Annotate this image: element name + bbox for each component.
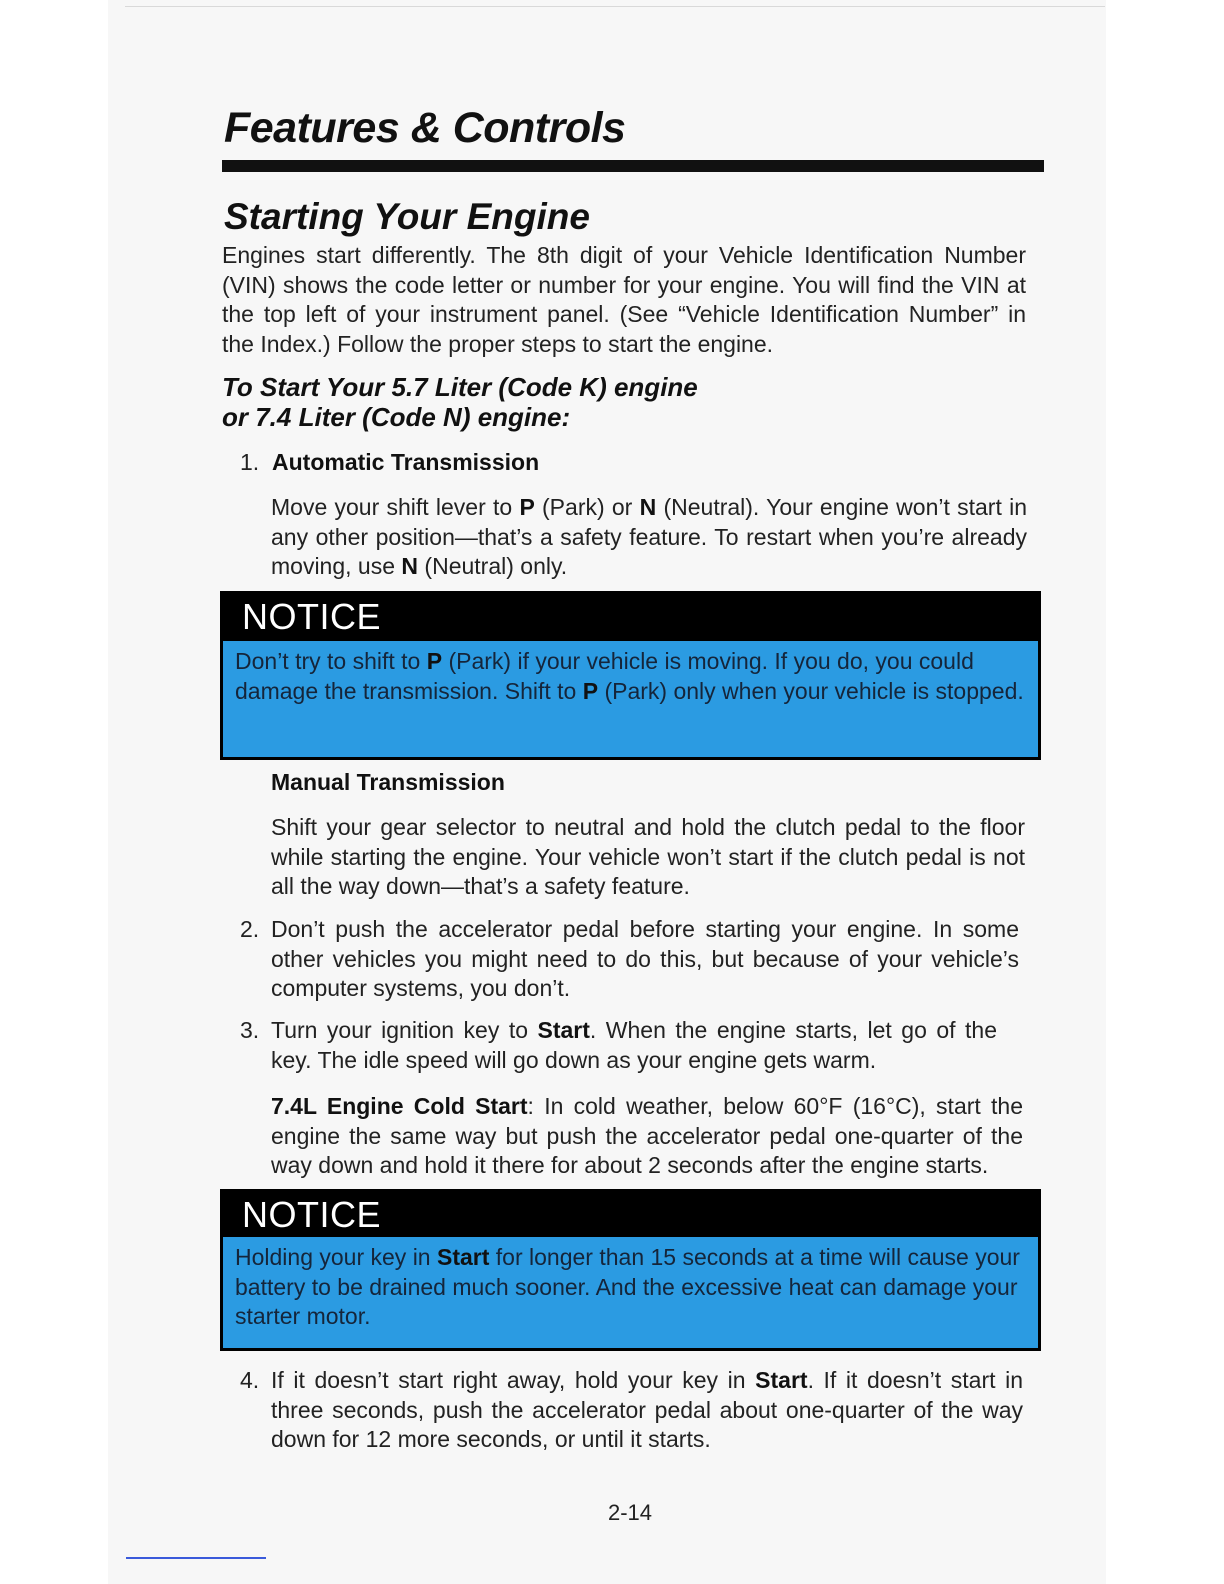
notice-label: NOTICE	[242, 1194, 382, 1235]
step-4-text: If it doesn’t start right away, hold your key in Start. If it doesn’t start in three seconds, push the accelerator pedal about one-quarter of the way down for 12 more seconds, or until it starts.	[271, 1367, 1023, 1452]
notice-label: NOTICE	[242, 596, 382, 637]
notice-body: Don’t try to shift to P (Park) if your vehicle is moving. If you do, you could damage the transmission. Shift to P (Park) only when your vehicle is stopped.	[223, 641, 1038, 757]
title-rule	[222, 160, 1044, 172]
step-2-text: Don’t push the accelerator pedal before starting your engine. In some other vehicles you might need to do this, but because of your vehicle’s computer systems, you don’t.	[271, 916, 1019, 1001]
manual-transmission-heading: Manual Transmission	[271, 769, 505, 795]
notice-box-transmission	[220, 591, 1041, 760]
manual-transmission-text: Shift your gear selector to neutral and hold the clutch pedal to the floor while starting the engine. Your vehicle won’t start if the clutch pedal is not all the way down—that’s a safety feature.	[271, 814, 1025, 899]
step-1-number: 1.	[240, 449, 260, 475]
cold-start-text: 7.4L Engine Cold Start: In cold weather, below 60°F (16°C), start the engine the same way but push the accelerator pedal one-quarter of the way down and hold it there for about 2 seconds after the engine starts.	[271, 1093, 1024, 1178]
notice-box-starter	[220, 1189, 1041, 1351]
step-3-number: 3.	[240, 1017, 260, 1043]
intro-paragraph: Engines start differently. The 8th digit of your Vehicle Identification Number (VIN) shows the code letter or number for your engine. You will find the VIN at the top left of your instrument panel. (See “Vehicle Identification Number” in the Index.) Follow the proper steps to start the engine.	[222, 242, 1026, 357]
step-2-number: 2.	[240, 916, 260, 942]
notice-body: Holding your key in Start for longer than 15 seconds at a time will cause your battery to be drained much sooner. And the excessive heat can damage your starter motor.	[223, 1237, 1038, 1348]
step-3-text: Turn your ignition key to Start. When the engine starts, let go of the key. The idle speed will go down as your engine gets warm.	[271, 1017, 997, 1073]
step-4-number: 4.	[240, 1367, 260, 1393]
section-title: Features & Controls	[224, 104, 626, 152]
automatic-transmission-heading: Automatic Transmission	[272, 449, 540, 475]
footer-link-underline	[126, 1557, 266, 1559]
top-rule	[125, 6, 1105, 7]
page-heading: Starting Your Engine	[224, 196, 590, 237]
subheading-line-1: To Start Your 5.7 Liter (Code K) engine	[222, 372, 698, 402]
engine-subheading	[222, 372, 698, 432]
subheading-line-2: or 7.4 Liter (Code N) engine:	[222, 402, 571, 432]
page-number: 2-14	[607, 1500, 653, 1525]
automatic-transmission-text: Move your shift lever to P (Park) or N (Neutral). Your engine won’t start in any other position—that’s a safety feature. To restart when you’re already moving, use N (Neutral) only.	[271, 494, 1027, 579]
